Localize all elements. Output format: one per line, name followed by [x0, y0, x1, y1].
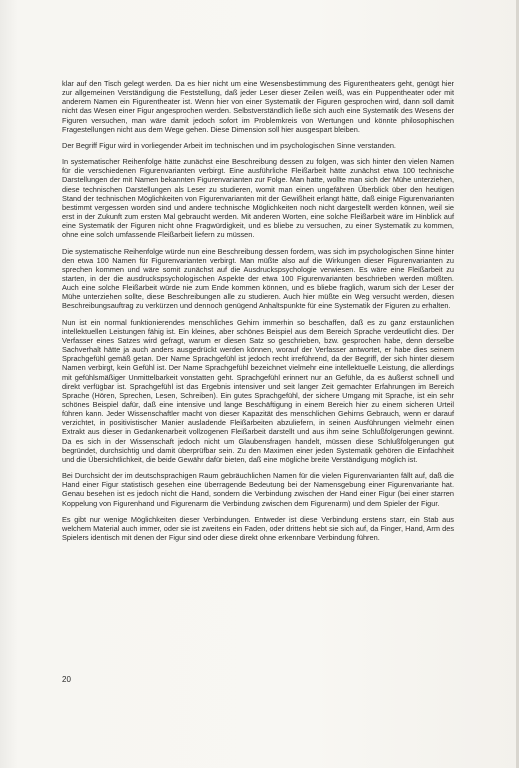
page-number: 20 [62, 675, 71, 684]
paragraph-2: Der Begriff Figur wird in vorliegender Arbeit im technischen und im psychologischen Sinne verstanden. [62, 140, 396, 150]
paragraph-1: klar auf den Tisch gelegt werden. Da es hier nicht um eine Wesensbestimmung des Figurentheaters geht, genügt hier zur allgemeinen Verständigung die Feststellung, daß jeder Leser dieser Zeilen weiß, was ein Puppentheater oder mit anderem Namen ein Figurentheater ist. Wenn hier von einer Systematik der Figuren gesprochen wird, dann soll damit nicht das Wesen einer Figur angesprochen werden. Selbstverständlich ließe sich auch eine Systematik des Wesens der Figuren versuchen, man wäre damit jedoch sofort im Problemkreis von Wertungen und könnte philosophischen Fragestellungen nicht aus dem Wege gehen. Diese Dimension soll hier ausgespart bleiben. [62, 79, 454, 134]
paragraph-4: Die systematische Reihenfolge würde nun eine Beschreibung dessen fordern, was sich im psychologischen Sinne hinter den etwa 100 Namen für Figurenvarianten verbirgt. Man müßte also auf die Wirkungen dieser Figurenvarianten zu sprechen kommen und wäre somit zunächst auf die Ausdruckspsychologie verwiesen. Es wäre eine Fleißarbeit zu starten, in der die ausdruckspsychologischen Aspekte der etwa 100 Figurenvarianten beschrieben werden müßten. Auch eine solche Fleißarbeit würde nie zum Ende kommen können, und es bliebe fraglich, warum sich der Leser der Mühe unterziehen sollte, diese Beschreibungen alle zu studieren. Auch hier müßte ein Weg versucht werden, diesen Beschreibungsauftrag zu verkürzen und dennoch genügend Anhaltspunkte für eine Systematik der Figuren zu erhalten. [62, 246, 454, 311]
paragraph-5: Nun ist ein normal funktionierendes menschliches Gehirn immerhin so beschaffen, daß es zu ganz erstaunlichen intellektuellen Leistungen fähig ist. Ein kleines, aber schönes Beispiel aus dem Bereich Sprache verdeutlicht dies. Der Verfasser eines Satzes wird gefragt, warum er diesen Satz so geschrieben, bzw. gesprochen habe, denn derselbe Sachverhalt hätte ja auch anders ausgedrückt werden können, worauf der Verfasser antwortet, er habe dies seinem Sprachgefühl gemäß getan. Der Name Sprachgefühl ist jedoch recht irreführend, da der Begriff, der sich hinter diesem Namen verbirgt, kein Gefühl ist. Der Name Sprachgefühl bezeichnet vielmehr eine intellektuelle Leistung, die allerdings mit gefühlsmäßiger Unmittelbarkeit vonstatten geht. Sprachgefühl erinnert nur an Gefühle, da es äußerst schnell und direkt verfügbar ist. Sprachgefühl ist das Ergebnis intensiver und seit langer Zeit gemachter Erfahrungen im Bereich Sprache (Hören, Sprechen, Lesen, Schreiben). Ein gutes Sprachgefühl, der sichere Umgang mit Sprache, ist ein sehr schönes Beispiel dafür, daß eine intensive und lange Beschäftigung in einem Bereich hier zu einem sicheren Urteil führen kann. Jeder Wissenschaftler macht von dieser Kapazität des menschlichen Gehirns Gebrauch, wenn er darauf verzichtet, in positivistischer Manier ausladende Fleißarbeiten abzuliefern, in seinen Ausführungen vielmehr einen Extrakt aus dieser in Gedankenarbeit vollzogenen Fleißarbeit darstellt und aus ihm seine Schlußfolgerungen gewinnt. Da es sich in der Wissenschaft jedoch nicht um Glaubensfragen handelt, müssen diese Schlußfolgerungen gut begründet, durchsichtig und damit überprüfbar sein. Zu den Maximen einer jeden Systematik gehören die Einfachheit und die Übersichtlichkeit, die beide Gewähr dafür bieten, daß eine mögliche breite Verständigung möglich ist. [62, 317, 454, 464]
paragraph-3: In systematischer Reihenfolge hätte zunächst eine Beschreibung dessen zu folgen, was sich hinter den vielen Namen für die verschiedenen Figurenvarianten verbirgt. Eine ausführliche Fleißarbeit hätte zunächst etwa 100 technische Darstellungen der mit Namen bekannten Figurenvarianten zur Folge. Man hatte, wollte man sich der Mühe unterziehen, diese technischen Darstellungen als Leser zu studieren, womit man einen ungefähren Überblick über den heutigen Stand der technischen Möglichkeiten von Figurenvarianten mit der Gewißheit erlangt hätte, daß einige Figurenvarianten bestimmt vergessen worden sind und andere technische Möglichkeiten noch nicht dargestellt werden können, weil sie erst in der Zukunft zum ersten Mal gebraucht werden. Mit anderen Worten, eine solche Fleißarbeit wäre im Hinblick auf eine Systematik der Figuren nicht ohne Fragwürdigkeit, und es bliebe zu versuchen, zu einer Systematik zu kommen, ohne eine solch umfassende Fleißarbeit liefern zu müssen. [62, 157, 454, 240]
body-text [62, 79, 454, 549]
paragraph-7: Es gibt nur wenige Möglichkeiten dieser Verbindungen. Entweder ist diese Verbindung erstens starr, ein Stab aus welchem Material auch immer, oder sie ist zweitens ein Faden, oder drittens hebt sie sich auf, da Finger, Hand, Arm des Spielers identisch mit denen der Figur sind oder diese direkt ohne erkennbare Verbindung führen. [62, 514, 454, 543]
paragraph-6: Bei Durchsicht der im deutschsprachigen Raum gebräuchlichen Namen für die vielen Figurenvarianten fällt auf, daß die Hand einer Figur statistisch gesehen eine überragende Bedeutung bei der Namensgebung einer Figurenvariante hat. Genau besehen ist es jedoch nicht die Hand, sondern die Verbindung zwischen der Hand einer Figur (bei einer starren Koppelung von Figurenhand und Figurenarm die Verbindung zwischen dem Figurenarm) und dem Spieler der Figur. [62, 471, 454, 508]
